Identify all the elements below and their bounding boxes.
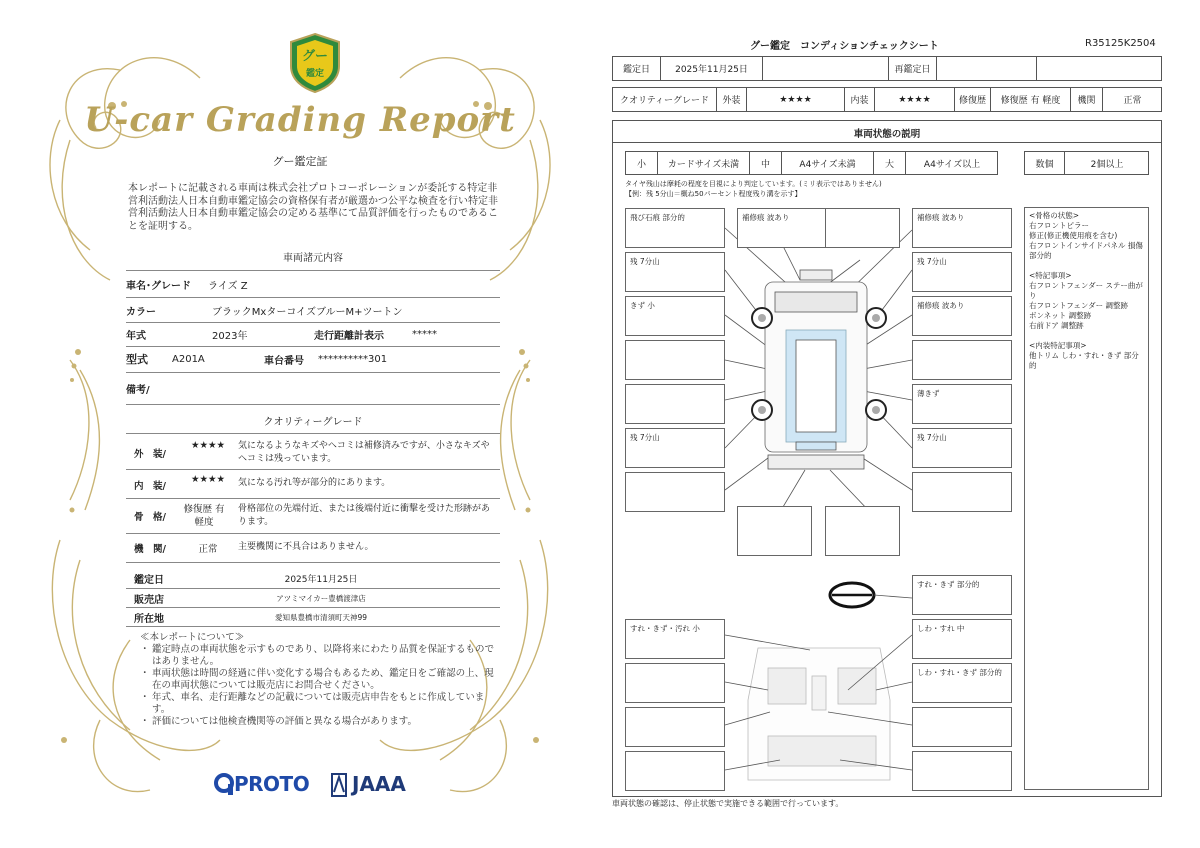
- int-annotation: [625, 751, 725, 791]
- quality-desc: 気になるようなキズやヘコミは補修済みですが、小さなキズやヘコミは残っています。: [238, 441, 490, 464]
- tire-example: 【例：残 5分山＝概ね50パーセント程度残り溝を示す】: [625, 190, 802, 198]
- quality-value: 正常: [198, 544, 218, 555]
- int-label: 内装: [845, 88, 875, 111]
- condition-check-sheet: [600, 0, 1200, 848]
- dealer-row: [126, 590, 500, 606]
- appraisal-date-label: 鑑定日: [134, 574, 164, 586]
- spec-value: 2023年: [212, 330, 248, 342]
- quality-row-exterior: [126, 440, 500, 470]
- sheet-id: R35125K2504: [1085, 38, 1156, 49]
- int-annotation: すれ・きず 部分的: [912, 575, 1012, 615]
- shield-icon: [287, 32, 343, 94]
- appraisal-date-row: [126, 570, 500, 586]
- quality-title: クオリティーグレード: [263, 417, 363, 428]
- ext-annotation: [625, 472, 725, 512]
- note-line: 右フロントインサイドパネル 損傷: [1029, 241, 1143, 250]
- quality-value: ★★★★: [190, 440, 226, 451]
- spec-value: *****: [412, 328, 437, 340]
- proto-logo: PROTO: [234, 772, 310, 796]
- goo-kantei-badge: [287, 32, 343, 94]
- ext-annotation: 残 7分山: [625, 252, 725, 292]
- int-annotation: しわ・すれ・きず 部分的: [912, 663, 1012, 703]
- ext-annotation: [625, 340, 725, 380]
- spec-row-remarks: [126, 380, 500, 396]
- address-value: 愛知県豊橋市清須町天神99: [274, 612, 368, 622]
- quality-desc: 骨格部位の先端付近、または後端付近に衝撃を受けた形跡があります。: [238, 504, 491, 527]
- appraisal-date-value: 2025年11月25日: [284, 574, 358, 585]
- quality-row-engine: [126, 541, 500, 557]
- spec-value: ブラックMxターコイズブルーM+ツートン: [212, 306, 403, 318]
- notice-item: ・ 車両状態は時間の経過に伴い変化する場合もあるため、鑑定日をご確認の上、現在の車両状態については販売店にお問合せください。: [140, 668, 494, 691]
- ext-annotation: 飛び石痕 部分的: [625, 208, 725, 248]
- notice-item: ・ 評価については他検査機関等の評価と異なる場合があります。: [140, 716, 418, 727]
- int-annotation: しわ・すれ 中: [912, 619, 1012, 659]
- grade-label: クオリティーグレード: [613, 88, 717, 111]
- ext-annotation: [825, 506, 900, 556]
- quality-row-interior: [126, 474, 500, 496]
- ext-annotation: 残 7分山: [625, 428, 725, 468]
- ext-annotation: [825, 208, 900, 248]
- ext-annotation: 補修痕 波あり: [737, 208, 837, 248]
- notice-item: ・ 年式、車名、走行距離などの記載については販売店申告をもとに作成しています。: [140, 692, 485, 715]
- note-line: <骨格の状態>: [1029, 211, 1080, 220]
- quality-value: ★★★★: [190, 474, 226, 485]
- legend-mid-desc: A4サイズ未満: [782, 152, 874, 174]
- int-annotation: [625, 707, 725, 747]
- date-label: 鑑定日: [613, 57, 661, 80]
- note-line: ボンネット 調整跡: [1029, 311, 1092, 320]
- spec-label: カラー: [126, 306, 156, 318]
- proto-mark-icon: [214, 772, 234, 796]
- int-annotation: [912, 751, 1012, 791]
- tire-note: タイヤ残山は摩耗の程度を目視により判定しています。(ミリ表示ではありません): [625, 180, 882, 188]
- note-line: 部分的: [1029, 251, 1052, 260]
- note-line: 右フロントピラー: [1029, 221, 1089, 230]
- ext-annotation: 補修痕 波あり: [912, 208, 1012, 248]
- address-label: 所在地: [134, 613, 164, 625]
- repair-value: 修復歴 有 軽度: [991, 88, 1071, 111]
- svg-text:鑑定: 鑑定: [305, 69, 325, 79]
- spec-row-model: [126, 351, 500, 367]
- note-line: <特記事項>: [1029, 271, 1072, 280]
- certificate-text: 本レポートに記載される車両は株式会社プロトコーポレーションが委託する特定非営利活動法人日本自動車鑑定協会の資格保有者が厳選かつ公平な検査を行い特定非営利活動法人日本自動車鑑定協会の定める基準にて品質評価を行ったものであることを証明する。: [128, 183, 498, 232]
- spec-value: A201A: [172, 353, 205, 365]
- spec-label: 型式: [126, 353, 148, 366]
- report-title: U-car Grading Report: [84, 100, 516, 140]
- ext-annotation: きず 小: [625, 296, 725, 336]
- spec-value: ライズ Z: [208, 280, 248, 292]
- int-annotation: [912, 707, 1012, 747]
- legend-small-desc: カードサイズ未満: [658, 152, 750, 174]
- address-row: [126, 609, 500, 625]
- legend-large: 大: [874, 152, 906, 174]
- date-value: 2025年11月25日: [661, 57, 763, 80]
- ext-annotation: 残 7分山: [912, 252, 1012, 292]
- quality-desc: 主要機関に不具合はありません。: [238, 542, 374, 552]
- legend-count-desc: 2個以上: [1090, 159, 1124, 170]
- ext-annotation: [912, 472, 1012, 512]
- ext-annotation: [625, 516, 725, 556]
- quality-label: 機 関/: [134, 544, 166, 555]
- note-line: 他トリム しわ・すれ・きず 部分的: [1029, 351, 1139, 370]
- spec-label: 年式: [126, 330, 146, 342]
- spec-label: 車名･グレード: [126, 280, 191, 292]
- ext-annotation: 残 7分山: [912, 428, 1012, 468]
- quality-row-frame: [126, 503, 500, 531]
- jaaa-mark-icon: [328, 772, 350, 798]
- legend-count: 数個: [1025, 152, 1065, 174]
- quality-label: 骨 格/: [134, 512, 166, 523]
- spec-label: 備考/: [126, 384, 150, 396]
- legend-large-desc: A4サイズ以上: [923, 159, 981, 170]
- engine-value: 正常: [1123, 96, 1142, 106]
- repair-label: 修復歴: [955, 88, 991, 111]
- note-line: 右前ドア 調整跡: [1029, 321, 1084, 330]
- int-annotation: [625, 663, 725, 703]
- note-line: 修正(修正機使用痕を含む): [1029, 231, 1118, 240]
- legend-small: 小: [626, 152, 658, 174]
- notice-title: ≪本レポートについて≫: [140, 632, 245, 643]
- ext-annotation: [737, 506, 812, 556]
- note-line: 右フロントフェンダー 調整跡: [1029, 301, 1128, 310]
- notice-item: ・ 鑑定時点の車両状態を示すものであり、以降将来にわたり品質を保証するものではありません。: [140, 644, 495, 667]
- jaaa-logo: JAAA: [352, 772, 406, 796]
- notes-panel: [1024, 207, 1149, 790]
- engine-label: 機関: [1071, 88, 1103, 111]
- report-notice: [140, 632, 495, 728]
- certificate-title: グー鑑定証: [272, 155, 328, 168]
- ext-annotation: [625, 384, 725, 424]
- spec-row-year: [126, 326, 500, 342]
- legend-mid: 中: [750, 152, 782, 174]
- reinspect-label: 再鑑定日: [889, 57, 937, 80]
- quality-label: 内 装/: [134, 481, 166, 492]
- int-value: ★★★★: [875, 88, 955, 111]
- int-annotation: すれ・きず・汚れ 小: [625, 619, 725, 659]
- svg-text:グー: グー: [301, 49, 329, 64]
- ext-annotation: 薄きず: [912, 384, 1012, 424]
- logos: [214, 768, 414, 802]
- quality-value: 修復歴 有軽度: [183, 504, 225, 528]
- specs-title: 車両諸元内容: [283, 253, 343, 264]
- dealer-label: 販売店: [134, 594, 164, 606]
- spec-row-name: [126, 276, 500, 292]
- note-line: <内装特記事項>: [1029, 341, 1087, 350]
- footer-note: 車両状態の確認は、停止状態で実施できる範囲で行っています。: [612, 799, 844, 808]
- ext-annotation: 補修痕 波あり: [912, 296, 1012, 336]
- ext-value: ★★★★: [747, 88, 845, 111]
- dealer-value: アツミマイカー豊橋渡津店: [276, 593, 366, 603]
- quality-label: 外 装/: [134, 449, 166, 460]
- quality-desc: 気になる汚れ等が部分的にあります。: [238, 478, 391, 488]
- note-line: 右フロントフェンダー ステー曲がり: [1029, 281, 1143, 300]
- ext-label: 外装: [717, 88, 747, 111]
- spec-label: 走行距離計表示: [314, 330, 384, 342]
- spec-row-color: [126, 302, 500, 318]
- condition-title: 車両状態の説明: [853, 129, 921, 140]
- spec-label: 車台番号: [264, 355, 304, 367]
- ext-annotation: [912, 340, 1012, 380]
- sheet-title: グー鑑定 コンディションチェックシート: [750, 41, 939, 52]
- spec-value: **********301: [318, 353, 388, 365]
